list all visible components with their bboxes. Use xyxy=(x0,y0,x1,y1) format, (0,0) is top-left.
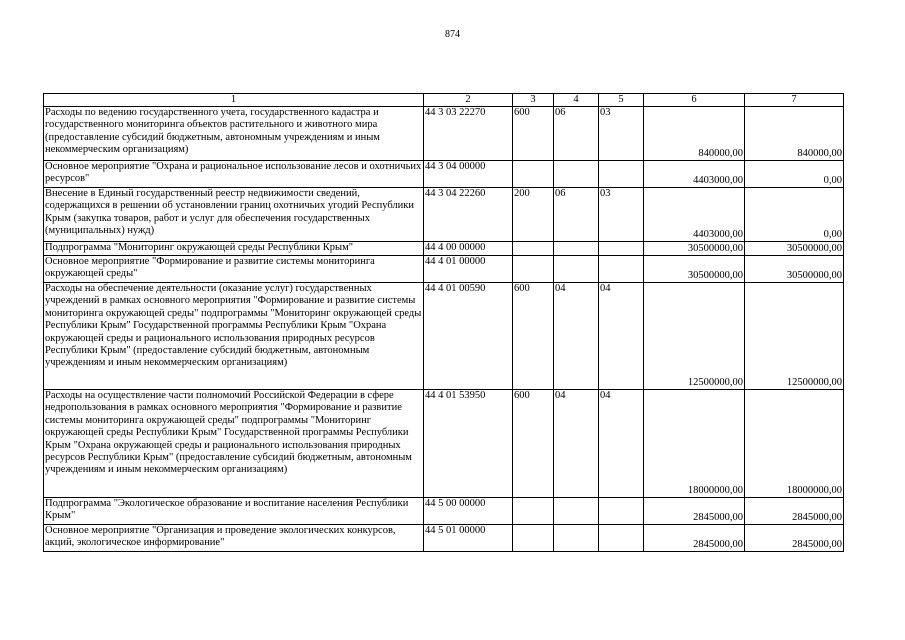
amount-col7: 18000000,00 xyxy=(745,390,844,498)
section-code: 04 xyxy=(554,283,599,390)
expense-type-code xyxy=(513,161,554,188)
header-cell: 7 xyxy=(745,94,844,107)
table-row xyxy=(44,390,844,498)
expense-type-code: 600 xyxy=(513,390,554,498)
subsection-code xyxy=(599,498,644,525)
section-code: 06 xyxy=(554,107,599,161)
section-code: 06 xyxy=(554,188,599,242)
header-cell: 5 xyxy=(599,94,644,107)
amount-col6: 4403000,00 xyxy=(644,161,745,188)
subsection-code xyxy=(599,242,644,256)
target-article-code: 44 3 04 00000 xyxy=(424,161,513,188)
target-article-code: 44 4 00 00000 xyxy=(424,242,513,256)
target-article-code: 44 3 04 22260 xyxy=(424,188,513,242)
amount-col6: 2845000,00 xyxy=(644,525,745,552)
subsection-code: 04 xyxy=(599,390,644,498)
budget-table xyxy=(43,93,844,552)
expense-type-code xyxy=(513,498,554,525)
row-name: Основное мероприятие "Охрана и рациональное использование лесов и охотничьих ресурсов" xyxy=(44,161,424,188)
expense-type-code xyxy=(513,256,554,283)
row-name: Расходы на обеспечение деятельности (оказание услуг) государственных учреждений в рамках основного мероприятия "Формирование и развитие системы мониторинга окружающей среды" подпрограммы "Мониторинг окружающей среды Республики Крым" Государственной программы Республики Крым "Охрана окружающей среды и рационального использования природных ресурсов Республики Крым" (предоставление субсидий бюджетным, автономным учреждениям и иным некоммерческим организациям) xyxy=(44,283,424,390)
subsection-code xyxy=(599,161,644,188)
amount-col7: 30500000,00 xyxy=(745,242,844,256)
row-name: Расходы на осуществление части полномочий Российской Федерации в сфере недропользования в рамках основного мероприятия "Формирование и развитие системы мониторинга окружающей среды" подпрограммы "Мониторинг окружающей среды Республики Крым" Государственной программы Республики Крым "Охрана окружающей среды и рационального использования природных ресурсов Республики Крым" (предоставление субсидий бюджетным, автономным учреждениям и иным некоммерческим организациям) xyxy=(44,390,424,498)
expense-type-code: 600 xyxy=(513,107,554,161)
amount-col6: 18000000,00 xyxy=(644,390,745,498)
section-code xyxy=(554,525,599,552)
amount-col6: 30500000,00 xyxy=(644,256,745,283)
section-code xyxy=(554,161,599,188)
section-code xyxy=(554,256,599,283)
row-name: Расходы по ведению государственного учета, государственного кадастра и государственного мониторинга объектов растительного и животного мира (предоставление субсидий бюджетным, автономным учреждениям и иным некоммерческим организациям) xyxy=(44,107,424,161)
header-cell: 6 xyxy=(644,94,745,107)
amount-col6: 30500000,00 xyxy=(644,242,745,256)
header-cell: 4 xyxy=(554,94,599,107)
page-number: 874 xyxy=(445,29,460,40)
target-article-code: 44 4 01 00000 xyxy=(424,256,513,283)
subsection-code: 03 xyxy=(599,107,644,161)
amount-col7: 12500000,00 xyxy=(745,283,844,390)
row-name: Основное мероприятие "Формирование и развитие системы мониторинга окружающей среды" xyxy=(44,256,424,283)
table-row xyxy=(44,107,844,161)
amount-col7: 30500000,00 xyxy=(745,256,844,283)
header-cell: 2 xyxy=(424,94,513,107)
table-row xyxy=(44,188,844,242)
header-cell: 1 xyxy=(44,94,424,107)
section-code xyxy=(554,242,599,256)
target-article-code: 44 4 01 00590 xyxy=(424,283,513,390)
expense-type-code xyxy=(513,242,554,256)
amount-col6: 840000,00 xyxy=(644,107,745,161)
amount-col7: 0,00 xyxy=(745,161,844,188)
amount-col6: 4403000,00 xyxy=(644,188,745,242)
row-name: Подпрограмма "Экологическое образование и воспитание населения Республики Крым" xyxy=(44,498,424,525)
table-row xyxy=(44,256,844,283)
amount-col6: 2845000,00 xyxy=(644,498,745,525)
amount-col7: 0,00 xyxy=(745,188,844,242)
expense-type-code xyxy=(513,525,554,552)
target-article-code: 44 3 03 22270 xyxy=(424,107,513,161)
table-row xyxy=(44,498,844,525)
table-row xyxy=(44,161,844,188)
table-row xyxy=(44,525,844,552)
target-article-code: 44 5 01 00000 xyxy=(424,525,513,552)
target-article-code: 44 5 00 00000 xyxy=(424,498,513,525)
subsection-code xyxy=(599,525,644,552)
amount-col7: 840000,00 xyxy=(745,107,844,161)
row-name: Подпрограмма "Мониторинг окружающей среды Республики Крым" xyxy=(44,242,424,256)
amount-col7: 2845000,00 xyxy=(745,498,844,525)
header-cell: 3 xyxy=(513,94,554,107)
subsection-code: 04 xyxy=(599,283,644,390)
section-code: 04 xyxy=(554,390,599,498)
subsection-code xyxy=(599,256,644,283)
subsection-code: 03 xyxy=(599,188,644,242)
expense-type-code: 600 xyxy=(513,283,554,390)
expense-type-code: 200 xyxy=(513,188,554,242)
row-name: Внесение в Единый государственный реестр недвижимости сведений, содержащихся в решении об установлении границ охотничьих угодий Республики Крым (закупка товаров, работ и услуг для обеспечения государственных (муниципальных) нужд) xyxy=(44,188,424,242)
table-row xyxy=(44,242,844,256)
table-header-row xyxy=(44,94,844,107)
section-code xyxy=(554,498,599,525)
table-row xyxy=(44,283,844,390)
target-article-code: 44 4 01 53950 xyxy=(424,390,513,498)
amount-col6: 12500000,00 xyxy=(644,283,745,390)
row-name: Основное мероприятие "Организация и проведение экологических конкурсов, акций, экологическое информирование" xyxy=(44,525,424,552)
amount-col7: 2845000,00 xyxy=(745,525,844,552)
